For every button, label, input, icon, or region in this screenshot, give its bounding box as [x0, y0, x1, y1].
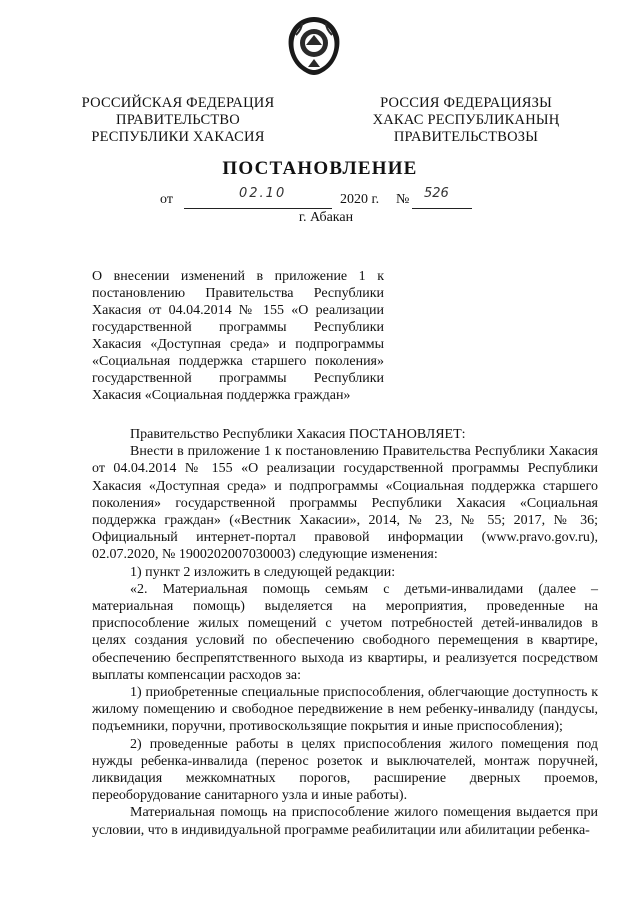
header-left-line: РЕСПУБЛИКИ ХАКАСИЯ [91, 129, 265, 145]
resolution-intro: Правительство Республики Хакасия ПОСТАНОВЛЯЕТ: [130, 427, 466, 442]
handwritten-number: 526 [424, 186, 449, 201]
header-left-line: ПРАВИТЕЛЬСТВО [116, 112, 240, 128]
body-paragraph: «2. Материальная помощь семьям с детьми-инвалидами (далее – материальная помощь) выделяется на мероприятия, проведенные на приспособление жилых помещений с учетом потребностей детей-инвалидов в целях создания условий по обеспечению свободного перемещения в квартире, обеспечению беспрепятственного выхода из квартиры, и реализуется посредством выплаты компенсации расходов за: [92, 581, 598, 683]
body-paragraph: Внести в приложение 1 к постановлению Правительства Республики Хакасия от 04.04.2014 № 155 «О реализации государственной программы Республики Хакасия «Доступная среда» и подпрограммы «Социальная поддержка старшего поколения» государственной программы Республики Хакасия «Социальная поддержка граждан» («Вестник Хакасии», 2014, № 23, № 55; 2017, № 36; Официальный интернет-портал правовой информации (www.pravo.gov.ru), 02.07.2020, № 1900202007030003) следующие изменения: [92, 444, 598, 563]
header-right-line: ХАКАС РЕСПУБЛИКАНЫҢ [372, 112, 560, 128]
body-paragraph: 2) проведенные работы в целях приспособления жилого помещения под нужды ребенка-инвалида (перенос розеток и выключателей, монтаж поручней, ликвидация межкомнатных порогов, расширение дверных проемов, переоборудование санитарного узла и иные работы). [92, 736, 598, 804]
header-right-line: РОССИЯ ФЕДЕРАЦИЯЗЫ [380, 95, 552, 111]
header-right-line: ПРАВИТЕЛЬСТВОЗЫ [393, 129, 539, 145]
date-underline [184, 186, 332, 209]
body-paragraph: 1) приобретенные специальные приспособления, облегчающие доступность к жилому помещению и свободное передвижение в нем ребенку-инвалиду (пандусы, подъемники, поручни, противоскользящие покрытия и иные приспособления); [92, 685, 598, 735]
date-number-line [160, 186, 490, 210]
year-text: 2020 г. [340, 192, 380, 207]
handwritten-date: 02.10 [239, 186, 287, 201]
body-paragraph: 1) пункт 2 изложить в следующей редакции: [130, 564, 396, 580]
coat-of-arms-emblem [284, 15, 344, 77]
header-left-line: РОССИЙСКАЯ ФЕДЕРАЦИЯ [81, 95, 275, 111]
document-body [92, 426, 598, 839]
header-right-block [366, 95, 566, 146]
header-left-block [78, 95, 278, 146]
body-paragraph: Материальная помощь на приспособление жилого помещения выдается при условии, что в индивидуальной программе реабилитации или абилитации ребенка- [92, 805, 598, 838]
document-title: ПОСТАНОВЛЕНИЕ [222, 158, 418, 179]
number-underline [412, 186, 472, 209]
date-prefix: от [160, 192, 173, 207]
number-prefix: № [396, 192, 410, 207]
subject-block: О внесении изменений в приложение 1 к постановлению Правительства Республики Хакасия от 04.04.2014 № 155 «О реализации государственной программы Республики Хакасия «Доступная среда» и подпрограммы «Социальная поддержка старшего поколения» государственной программы Республики Хакасия «Социальная поддержка граждан» [92, 269, 384, 403]
city-name: г. Абакан [298, 210, 354, 225]
